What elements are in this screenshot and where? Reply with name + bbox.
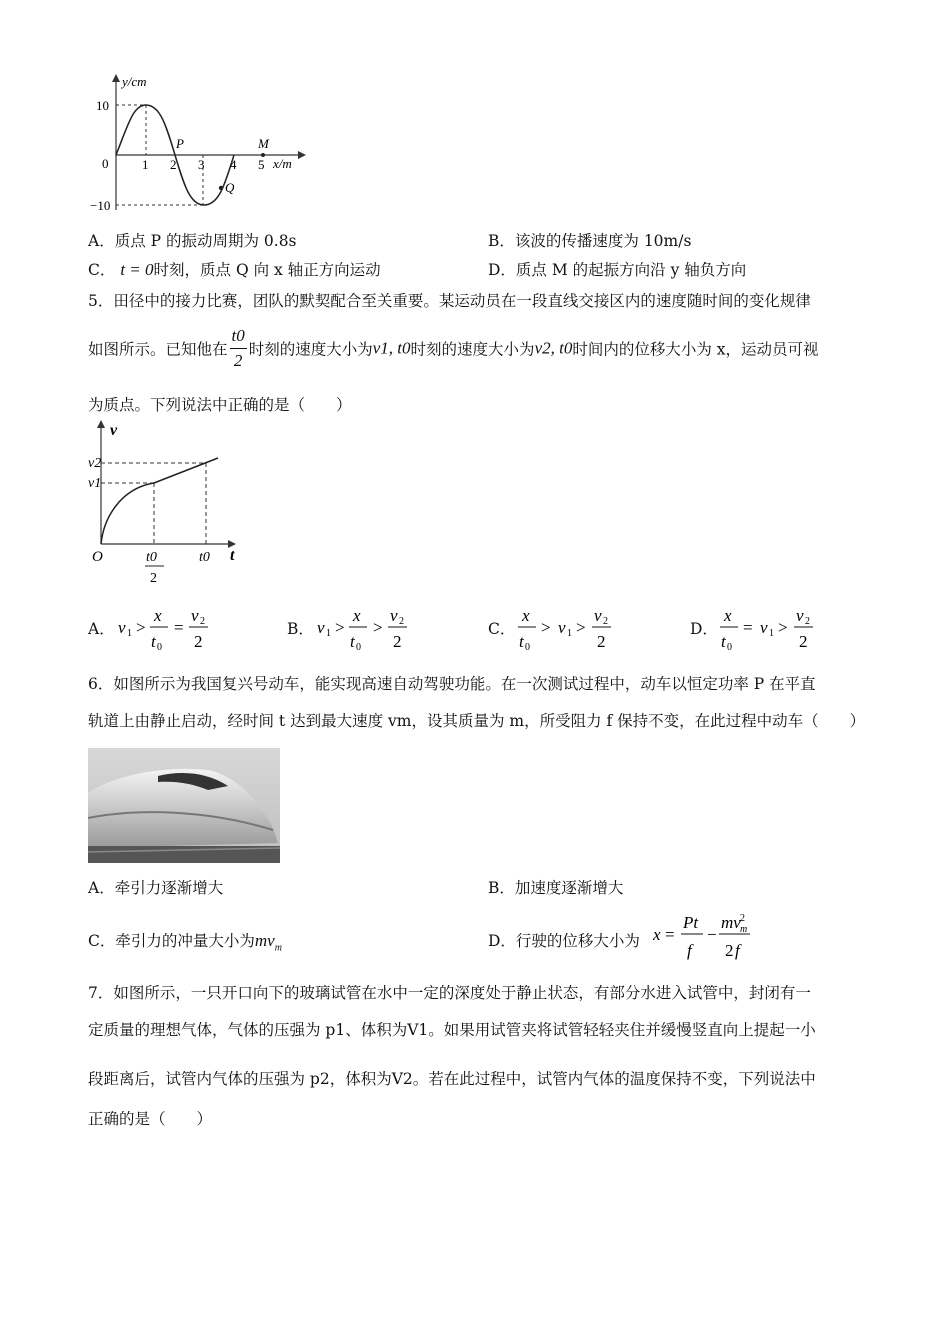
svg-text:t: t	[519, 632, 524, 651]
svg-text:2: 2	[200, 616, 205, 627]
svg-text:0: 0	[356, 642, 361, 653]
svg-text:mv: mv	[721, 913, 741, 932]
q6-option-d-text: D．行驶的位移大小为	[488, 932, 640, 950]
svg-text:2: 2	[805, 616, 810, 627]
q7-line-1: 7．如图所示，一只开口向下的玻璃试管在水中一定的深度处于静止状态，有部分水进入试管中，封闭有一	[88, 984, 811, 1002]
vt-graph	[88, 420, 258, 592]
q5-line-1: 5．田径中的接力比赛，团队的默契配合至关重要。某运动员在一段直线交接区内的速度随时间的变化规律	[88, 292, 811, 310]
svg-text:0: 0	[727, 642, 732, 653]
wave-graph	[88, 70, 318, 220]
y-tick-0: 0	[102, 156, 109, 171]
q4-option-d: D．质点 M 的起振方向沿 y 轴负方向	[488, 261, 747, 279]
x-tick-4: 4	[230, 157, 237, 172]
svg-text:>: >	[136, 618, 146, 637]
q7-line-4: 正确的是（ ）	[88, 1110, 213, 1128]
t-half-den: 2	[150, 571, 157, 586]
svg-text:v: v	[390, 606, 398, 625]
t-half-num: t0	[146, 550, 157, 565]
q5-option-c-formula	[516, 605, 626, 655]
point-q-label: Q	[225, 180, 235, 195]
q6-line-1: 6．如图所示为我国复兴号动车，能实现高速自动驾驶功能。在一次测试过程中，动车以恒定功率 P 在平直	[88, 675, 816, 693]
q5-line-2-pre: 如图所示。已知他在	[88, 340, 228, 359]
q5-line-2-v1: v1, t0	[372, 338, 411, 358]
svg-text:>: >	[335, 618, 345, 637]
svg-text:>: >	[576, 618, 586, 637]
q4-option-b: B．该波的传播速度为 10m/s	[488, 232, 692, 250]
q6-line-2: 轨道上由静止启动，经时间 t 达到最大速度 vm，设其质量为 m，所受阻力 f 保持不变，在此过程中动车（ ）	[88, 712, 866, 730]
origin-label: O	[92, 549, 103, 565]
svg-text:t: t	[721, 632, 726, 651]
svg-text:>: >	[373, 618, 383, 637]
q5-line-2-mid2: 时刻的速度大小为	[410, 340, 535, 359]
t-axis-label: t	[230, 547, 235, 564]
svg-text:2: 2	[799, 632, 808, 651]
svg-text:2: 2	[393, 632, 402, 651]
q6-option-c	[88, 929, 282, 953]
svg-text:2: 2	[603, 616, 608, 627]
svg-text:v: v	[796, 606, 804, 625]
svg-text:v: v	[118, 618, 126, 637]
q6-option-b: B．加速度逐渐增大	[488, 879, 624, 897]
v2-label: v2	[88, 456, 102, 471]
svg-text:=: =	[174, 618, 184, 637]
svg-text:x: x	[724, 606, 732, 625]
q4-option-a: A．质点 P 的振动周期为 0.8s	[88, 232, 297, 250]
svg-text:v: v	[191, 606, 199, 625]
q5-line-2-v2: v2, t0	[534, 338, 573, 358]
q6-option-c-math: $mv_m$	[254, 931, 282, 954]
svg-text:2: 2	[597, 632, 606, 651]
q5-option-d-label: D．	[690, 620, 718, 638]
svg-text:x: x	[154, 606, 162, 625]
svg-text:v: v	[558, 618, 566, 637]
q5-frac-t0-half	[230, 326, 247, 371]
svg-text:x: x	[522, 606, 530, 625]
svg-text:Pt: Pt	[683, 913, 699, 932]
svg-text:m: m	[740, 924, 748, 935]
point-m-label: M	[258, 136, 269, 151]
svg-text:1: 1	[769, 628, 774, 639]
q5-option-b-formula	[315, 605, 425, 655]
q5-option-b-label: B．	[287, 620, 314, 638]
svg-text:2: 2	[740, 913, 745, 924]
q5-frac-den: 2	[233, 351, 243, 370]
svg-text:0: 0	[525, 642, 530, 653]
svg-text:v: v	[760, 618, 768, 637]
train-photo	[88, 748, 280, 863]
q5-frac-num: t0	[230, 326, 247, 349]
svg-text:=: =	[743, 618, 753, 637]
svg-text:2: 2	[399, 616, 404, 627]
svg-text:2: 2	[194, 632, 203, 651]
q4-option-c	[88, 258, 381, 280]
svg-text:2: 2	[725, 941, 734, 960]
q5-option-c-label: C．	[488, 620, 516, 638]
q5-option-a-label: A．	[88, 620, 115, 638]
q6-option-c-text: C．牵引力的冲量大小为	[88, 932, 255, 950]
q5-option-d-formula	[718, 605, 828, 655]
svg-text:f: f	[735, 941, 740, 960]
svg-text:v: v	[317, 618, 325, 637]
q5-line-2	[88, 326, 819, 371]
q4-option-c-text: 时刻，质点 Q 向 x 轴正方向运动	[153, 261, 381, 279]
point-p-label: P	[176, 136, 184, 151]
svg-text:t: t	[350, 632, 355, 651]
v1-label: v1	[88, 476, 102, 491]
x-tick-1: 1	[142, 157, 149, 172]
q4-option-c-label: C．	[88, 261, 116, 279]
q6-option-a: A．牵引力逐渐增大	[88, 879, 224, 897]
q7-line-2: 定质量的理想气体，气体的压强为 p1、体积为V1。如果用试管夹将试管轻轻夹住并缓慢竖直向上提起一小	[88, 1021, 816, 1039]
svg-text:x: x	[353, 606, 361, 625]
svg-text:x: x	[653, 925, 661, 944]
svg-text:−: −	[707, 925, 717, 944]
svg-text:t: t	[151, 632, 156, 651]
y-tick-neg10: −10	[90, 198, 111, 213]
svg-text:f: f	[687, 941, 692, 960]
y-axis-label: y/cm	[122, 74, 147, 89]
svg-text:=: =	[665, 925, 675, 944]
x-tick-5: 5	[258, 157, 265, 172]
y-tick-10: 10	[96, 98, 109, 113]
x-tick-3: 3	[198, 157, 205, 172]
t0-label: t0	[199, 550, 210, 565]
svg-text:1: 1	[567, 628, 572, 639]
v-axis-label: v	[110, 422, 118, 439]
q4-option-c-math: t = 0	[120, 260, 154, 279]
svg-text:0: 0	[157, 642, 162, 653]
q7-line-3: 段距离后，试管内气体的压强为 p2，体积为V2。若在此过程中，试管内气体的温度保持不变，下列说法中	[88, 1070, 816, 1088]
q5-line-2-post: 时间内的位移大小为 x，运动员可视	[572, 340, 819, 359]
q6-option-d-formula	[651, 910, 751, 966]
svg-text:1: 1	[127, 628, 132, 639]
x-tick-2: 2	[170, 157, 177, 172]
svg-text:v: v	[594, 606, 602, 625]
q5-line-3: 为质点。下列说法中正确的是（ ）	[88, 396, 352, 414]
svg-text:1: 1	[326, 628, 331, 639]
svg-text:>: >	[541, 618, 551, 637]
x-axis-label: x/m	[273, 156, 292, 171]
q5-option-a-formula	[116, 605, 226, 655]
q5-line-2-mid1: 时刻的速度大小为	[248, 340, 373, 359]
svg-text:>: >	[778, 618, 788, 637]
